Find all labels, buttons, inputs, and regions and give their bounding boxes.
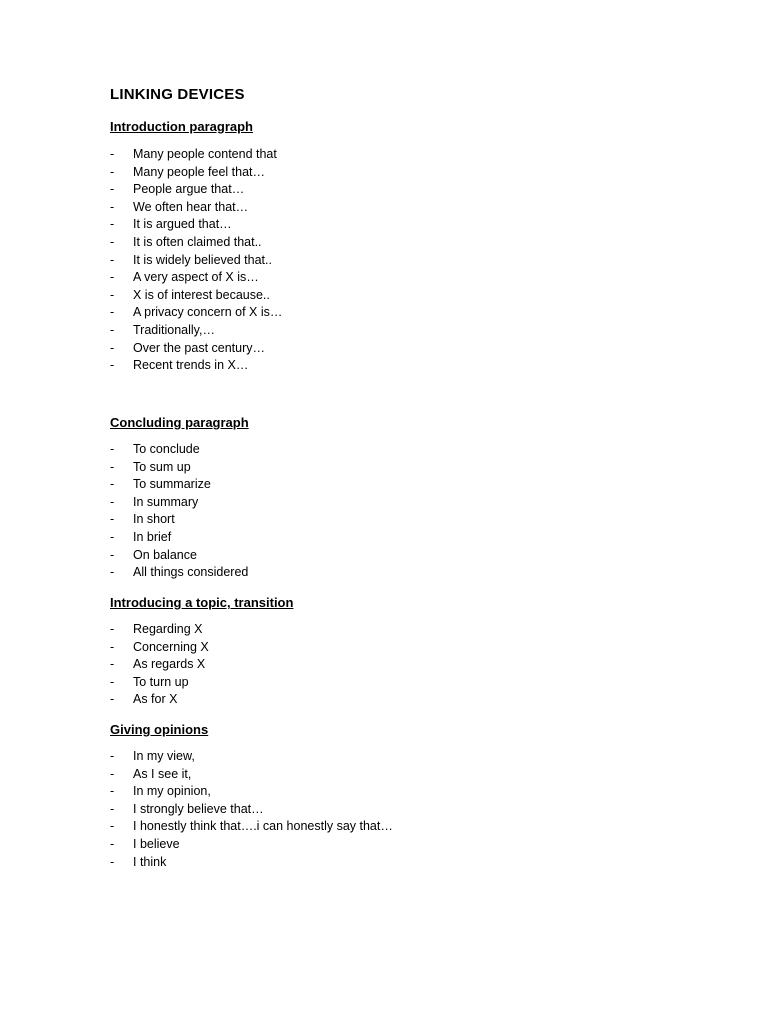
- list-item-text: In my view,: [133, 749, 195, 763]
- list-item-text: Recent trends in X…: [133, 358, 249, 373]
- dash-bullet: -: [110, 182, 115, 197]
- list-item: [110, 476, 249, 494]
- list-item: [110, 818, 393, 836]
- list-item-text: X is of interest because..: [133, 287, 270, 302]
- list-item: [110, 252, 272, 270]
- dash-bullet: -: [110, 766, 115, 781]
- list-item-text: A privacy concern of X is…: [133, 305, 283, 320]
- dash-bullet: -: [110, 477, 115, 492]
- list-item: [110, 656, 293, 674]
- dash-bullet: -: [110, 234, 115, 249]
- list-item: [110, 801, 264, 819]
- list-item-text: Concerning X: [133, 639, 209, 654]
- list-item-text: To summarize: [133, 477, 211, 492]
- list-item-text: It is argued that…: [133, 217, 232, 232]
- list-item: [110, 529, 249, 547]
- section-giving-opinions: [110, 721, 393, 871]
- list-item-text: As regards X: [133, 657, 206, 672]
- list-item: [110, 639, 293, 657]
- list-item-text: Many people contend that: [133, 147, 277, 161]
- list-item-text: As for X: [133, 692, 178, 707]
- dash-bullet: -: [110, 639, 115, 654]
- dash-bullet: -: [110, 305, 115, 320]
- list-item: [110, 766, 208, 784]
- dash-bullet: -: [110, 358, 115, 373]
- list-item-text: Regarding X: [133, 622, 203, 636]
- list-item: [110, 836, 208, 854]
- dash-bullet: -: [110, 801, 115, 816]
- list-item-text: As I see it,: [133, 766, 192, 781]
- list-item-text: People argue that…: [133, 182, 245, 197]
- list-item: [110, 216, 253, 234]
- list-item-text: It is often claimed that..: [133, 234, 262, 249]
- list-item-text: Many people feel that…: [133, 164, 266, 179]
- dash-bullet: -: [110, 836, 115, 851]
- list-item-text: In summary: [133, 494, 199, 509]
- dash-bullet: -: [110, 692, 115, 707]
- list-item-text: I strongly believe that…: [133, 801, 264, 816]
- dash-bullet: -: [110, 784, 115, 799]
- list-item-text: In my opinion,: [133, 784, 211, 799]
- list-item-text: In short: [133, 512, 175, 527]
- dash-bullet: -: [110, 287, 115, 302]
- phrase-list: [110, 146, 283, 375]
- dash-bullet: -: [110, 217, 115, 232]
- list-item-text: To turn up: [133, 674, 189, 689]
- list-item: [110, 441, 249, 459]
- list-item: [110, 322, 253, 340]
- dash-bullet: -: [110, 657, 115, 672]
- list-item: [110, 357, 253, 375]
- list-item-text: Traditionally,…: [133, 322, 215, 337]
- dash-bullet: -: [110, 340, 115, 355]
- dash-bullet: -: [110, 147, 115, 161]
- list-item: [110, 494, 249, 512]
- list-item-text: I think: [133, 854, 167, 869]
- list-item-text: I honestly think that….i can honestly say that…: [133, 819, 393, 834]
- list-item: [110, 621, 293, 639]
- list-item: [110, 181, 253, 199]
- dash-bullet: -: [110, 322, 115, 337]
- dash-bullet: -: [110, 529, 115, 544]
- list-item-text: To sum up: [133, 459, 191, 474]
- list-item: [110, 783, 211, 801]
- list-item-text: I believe: [133, 836, 180, 851]
- section-heading: Giving opinions: [110, 722, 209, 737]
- dash-bullet: -: [110, 252, 115, 267]
- dash-bullet: -: [110, 270, 115, 285]
- list-item: [110, 269, 259, 287]
- list-item: [110, 304, 283, 322]
- list-item-text: All things considered: [133, 565, 249, 580]
- phrase-list: [110, 621, 293, 709]
- list-item-text: To conclude: [133, 442, 200, 456]
- list-item: [110, 547, 249, 565]
- list-item-text: We often hear that…: [133, 199, 249, 214]
- dash-bullet: -: [110, 494, 115, 509]
- section-heading: Introduction paragraph: [110, 119, 253, 134]
- list-item: [110, 287, 270, 305]
- dash-bullet: -: [110, 512, 115, 527]
- list-item: [110, 340, 266, 358]
- dash-bullet: -: [110, 749, 115, 763]
- list-item-text: In brief: [133, 529, 172, 544]
- section-introducing-topic: [110, 594, 293, 709]
- list-item: [110, 199, 253, 217]
- dash-bullet: -: [110, 622, 115, 636]
- section-heading: Introducing a topic, transition: [110, 595, 294, 610]
- list-item: [110, 564, 249, 582]
- dash-bullet: -: [110, 442, 115, 456]
- list-item: [110, 234, 262, 252]
- list-item: [110, 459, 249, 477]
- list-item-text: It is widely believed that..: [133, 252, 272, 267]
- list-item-text: Over the past century…: [133, 340, 266, 355]
- dash-bullet: -: [110, 459, 115, 474]
- list-item: [110, 748, 208, 766]
- list-item-text: On balance: [133, 547, 197, 562]
- dash-bullet: -: [110, 819, 115, 834]
- list-item: [110, 511, 249, 529]
- phrase-list: [110, 441, 249, 582]
- list-item: [110, 854, 208, 872]
- dash-bullet: -: [110, 547, 115, 562]
- dash-bullet: -: [110, 199, 115, 214]
- list-item: [110, 674, 293, 692]
- section-heading: Concluding paragraph: [110, 415, 249, 430]
- list-item: [110, 164, 266, 182]
- dash-bullet: -: [110, 565, 115, 580]
- dash-bullet: -: [110, 164, 115, 179]
- dash-bullet: -: [110, 854, 115, 869]
- section-introduction: [110, 118, 283, 375]
- document-title: LINKING DEVICES: [110, 86, 245, 103]
- phrase-list: [110, 748, 393, 871]
- list-item-text: A very aspect of X is…: [133, 270, 259, 285]
- list-item: [110, 146, 277, 164]
- section-concluding: [110, 414, 249, 582]
- dash-bullet: -: [110, 674, 115, 689]
- list-item: [110, 691, 293, 709]
